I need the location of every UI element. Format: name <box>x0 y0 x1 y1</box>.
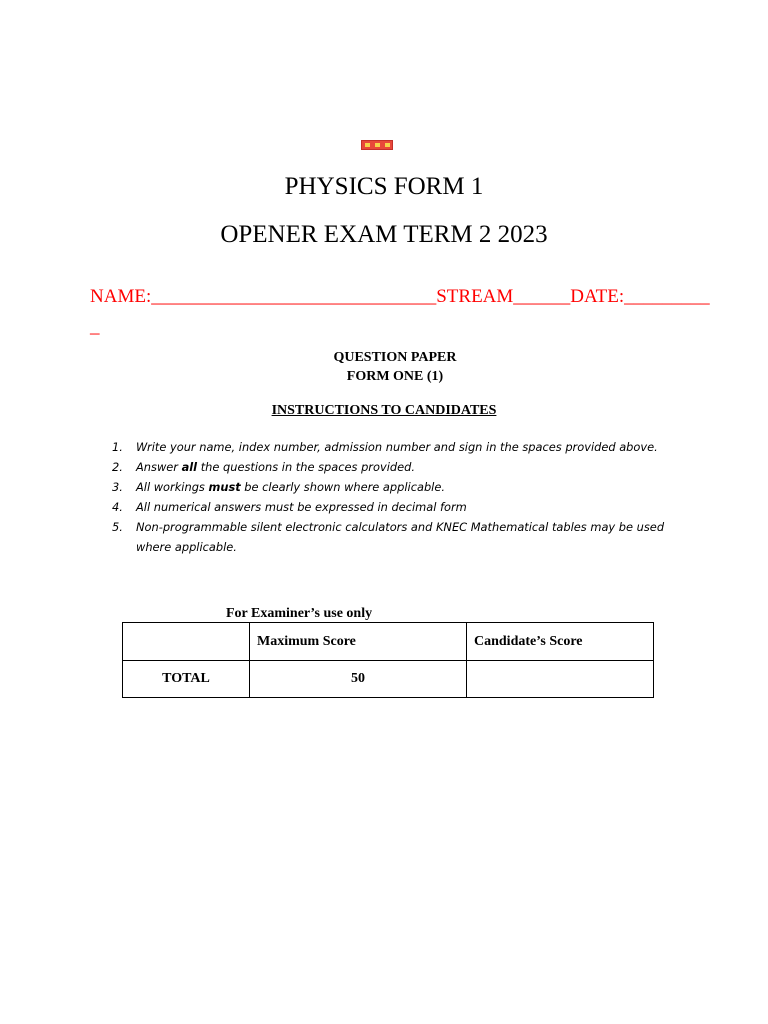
instruction-item <box>112 457 672 477</box>
form-heading: FORM ONE (1) <box>346 369 444 384</box>
header-candidate-score: Candidate’s Score <box>467 623 654 661</box>
instruction-text: All numerical answers must be expressed in decimal form <box>136 500 467 514</box>
total-label: TOTAL <box>123 661 250 698</box>
exam-subtitle: OPENER EXAM TERM 2 2023 <box>220 221 548 248</box>
instruction-item <box>112 437 672 457</box>
candidate-details-line-tail: _ <box>90 316 100 337</box>
total-candidate-score[interactable] <box>467 661 654 698</box>
question-paper-heading: QUESTION PAPER <box>333 350 457 365</box>
school-logo <box>361 140 393 150</box>
instruction-number: 2. <box>112 460 123 474</box>
instruction-number: 3. <box>112 480 123 494</box>
instruction-text: All workings must be clearly shown where applicable. <box>136 480 445 494</box>
instruction-text: Write your name, index number, admission number and sign in the spaces provided above. <box>136 440 658 454</box>
instructions-list <box>112 437 672 557</box>
total-max-score: 50 <box>250 661 467 698</box>
instruction-number: 1. <box>112 440 123 454</box>
instructions-heading: INSTRUCTIONS TO CANDIDATES <box>271 403 497 418</box>
table-row-total <box>123 661 654 698</box>
candidate-details-line: NAME:______________________________STREAM______DATE:_________ <box>90 286 710 307</box>
score-table <box>122 622 654 698</box>
examiner-use-label: For Examiner’s use only <box>226 606 373 621</box>
table-header-row <box>123 623 654 661</box>
exam-title: PHYSICS FORM 1 <box>284 173 484 200</box>
instruction-text: Answer all the questions in the spaces provided. <box>136 460 415 474</box>
instruction-number: 5. <box>112 520 123 534</box>
header-empty-cell <box>123 623 250 661</box>
instruction-item <box>112 477 672 497</box>
header-maximum-score: Maximum Score <box>250 623 467 661</box>
instruction-item <box>112 517 672 557</box>
instruction-text: Non-programmable silent electronic calculators and KNEC Mathematical tables may be used where applicable. <box>136 520 665 554</box>
instruction-number: 4. <box>112 500 123 514</box>
instruction-item <box>112 497 672 517</box>
